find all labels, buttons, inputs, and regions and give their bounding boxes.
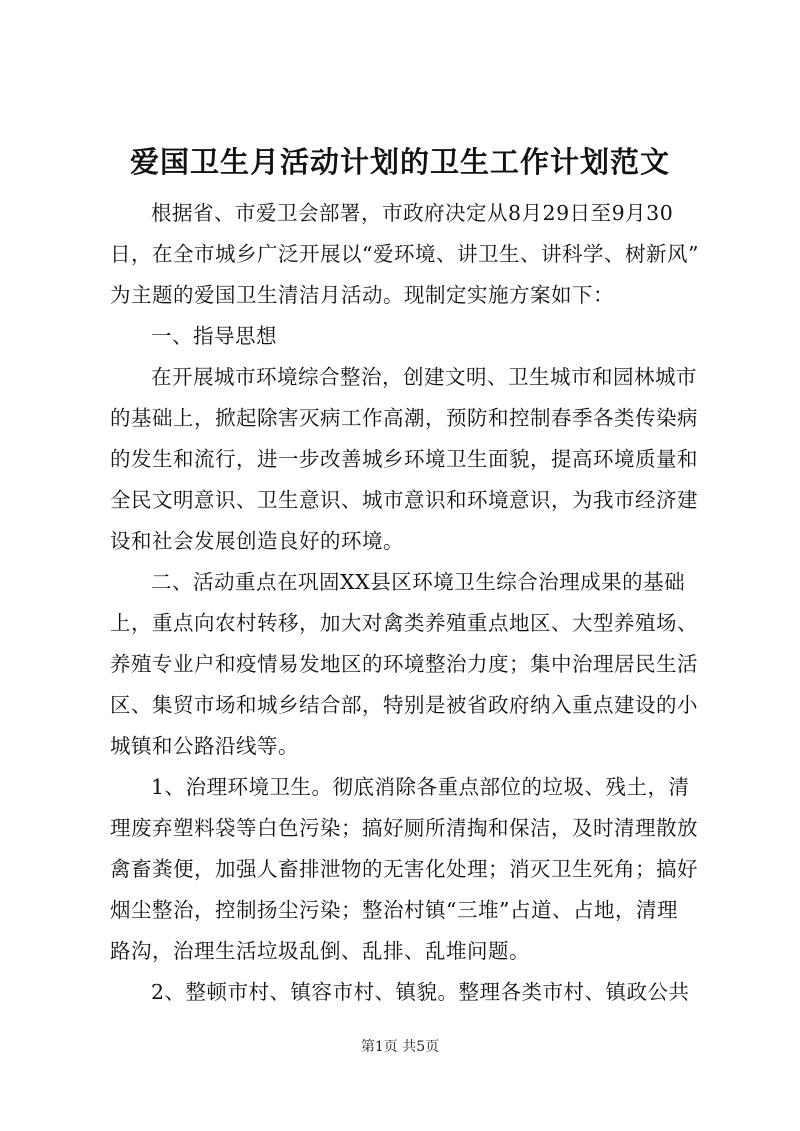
paragraph-line: 日，在全市城乡广泛开展以“爱环境、讲卫生、讲科学、树新风”	[110, 242, 699, 266]
paragraph-activity-focus	[110, 562, 710, 767]
paragraph-line: 一、指导思想	[151, 324, 277, 348]
paragraph-line: 的发生和流行，进一步改善城乡环境卫生面貌，提高环境质量和	[110, 447, 698, 471]
paragraph-line: 设和社会发展创造良好的环境。	[110, 529, 404, 553]
paragraph-line: 烟尘整治，控制扬尘污染；整治村镇“三堆”占道、占地，清理	[110, 898, 678, 922]
page-footer: 第1页 共5页	[360, 1039, 440, 1055]
section-heading-guiding-thought	[110, 316, 710, 357]
paragraph-line: 在开展城市环境综合整治，创建文明、卫生城市和园林城市	[151, 365, 697, 389]
paragraph-line: 区、集贸市场和城乡结合部，特别是被省政府纳入重点建设的小	[110, 693, 698, 717]
paragraph-item-1	[110, 767, 710, 972]
paragraph-guiding-thought	[110, 357, 710, 562]
paragraph-line: 禽畜粪便，加强人畜排泄物的无害化处理；消灭卫生死角；搞好	[110, 857, 698, 881]
paragraph-line: 城镇和公路沿线等。	[110, 734, 299, 758]
paragraph-line: 根据省、市爱卫会部署，市政府决定从8月29日至9月30	[151, 201, 674, 225]
paragraph-line: 的基础上，掀起除害灭病工作高潮，预防和控制春季各类传染病	[110, 406, 698, 430]
paragraph-line: 2、整顿市村、镇容市村、镇貌。整理各类市村、镇政公共	[151, 980, 690, 1004]
paragraph-line: 养殖专业户和疫情易发地区的环境整治力度；集中治理居民生活	[110, 652, 698, 676]
paragraph-line: 全民文明意识、卫生意识、城市意识和环境意识，为我市经济建	[110, 488, 698, 512]
document-title: 爱国卫生月活动计划的卫生工作计划范文	[129, 145, 670, 179]
paragraph-intro	[110, 193, 710, 316]
paragraph-line: 为主题的爱国卫生清洁月活动。现制定实施方案如下：	[110, 283, 614, 307]
paragraph-line: 上，重点向农村转移，加大对禽类养殖重点地区、大型养殖场、	[110, 611, 698, 635]
paragraph-line: 1、治理环境卫生。彻底消除各重点部位的垃圾、残土，清	[151, 775, 690, 799]
paragraph-line: 二、活动重点在巩固XX县区环境卫生综合治理成果的基础	[151, 570, 686, 594]
paragraph-item-2	[110, 972, 710, 1013]
paragraph-line: 理废弃塑料袋等白色污染；搞好厕所清掏和保洁，及时清理散放	[110, 816, 698, 840]
paragraph-line: 路沟，治理生活垃圾乱倒、乱排、乱堆问题。	[110, 939, 530, 963]
